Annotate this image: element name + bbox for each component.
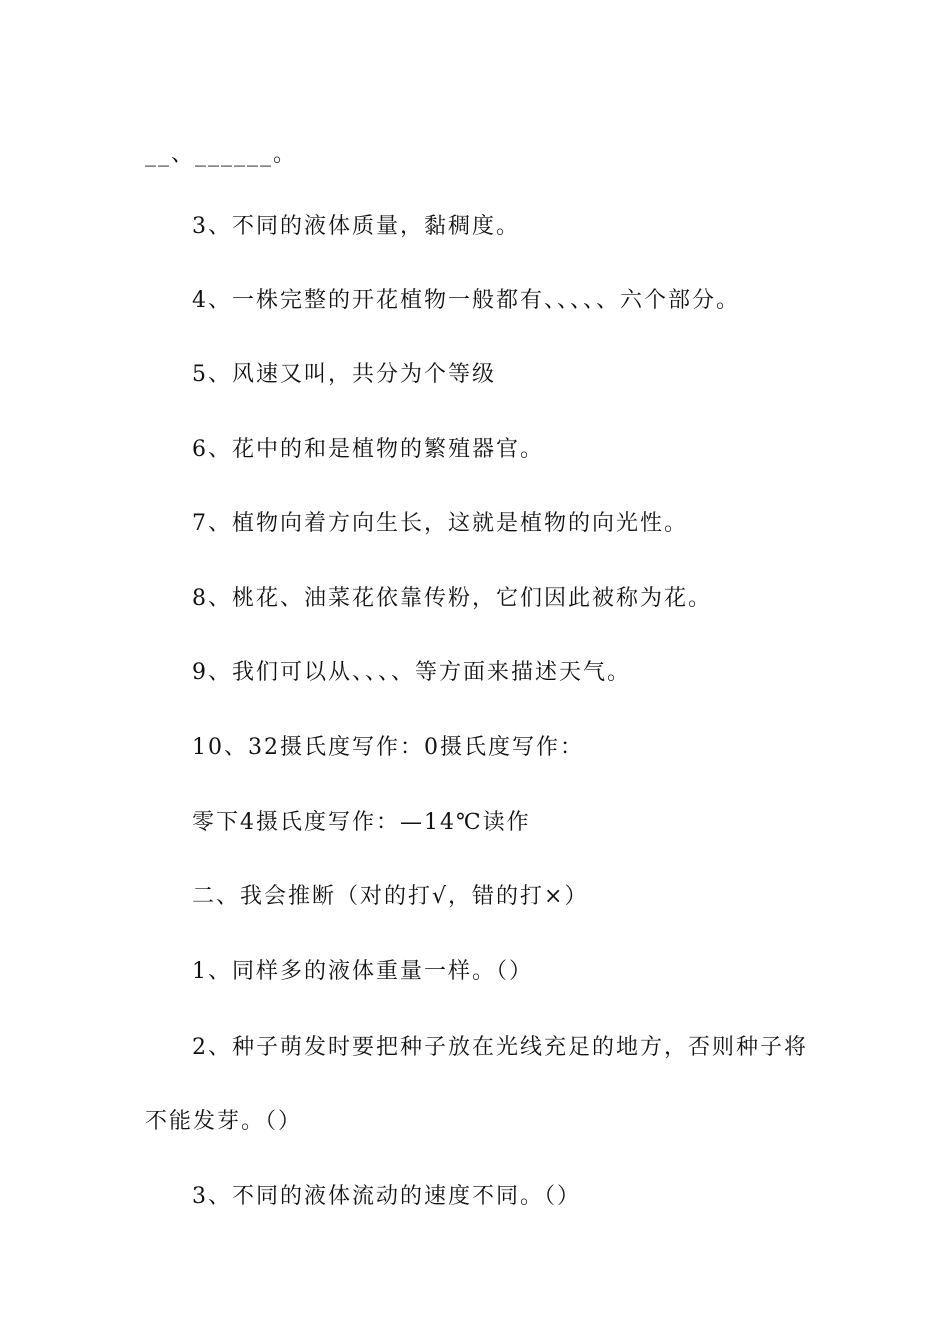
- text-line: 5、风速又叫，共分为个等级: [192, 362, 496, 387]
- text-line: 不能发芽。（）: [145, 1109, 303, 1134]
- text-line: 零下4摄氏度写作：—14℃读作: [192, 810, 531, 835]
- text-line: 1、同样多的液体重量一样。（）: [192, 959, 533, 984]
- text-line: 6、花中的和是植物的繁殖器官。: [192, 437, 544, 462]
- text-line: 8、桃花、油菜花依靠传粉，它们因此被称为花。: [192, 586, 712, 611]
- text-line: 10、32摄氏度写作：0摄氏度写作：: [192, 735, 584, 760]
- text-line: 3、不同的液体质量，黏稠度。: [192, 214, 520, 239]
- text-line: 9、我们可以从、、、、等方面来描述天气。: [192, 660, 631, 685]
- text-line: __、______。: [145, 142, 298, 167]
- text-line: 4、一株完整的开花植物一般都有、、、、、六个部分。: [192, 288, 740, 313]
- text-line: 2、种子萌发时要把种子放在光线充足的地方，否则种子将: [192, 1035, 808, 1060]
- section-heading: 二、我会推断（对的打√，错的打×）: [192, 884, 589, 909]
- text-line: 3、不同的液体流动的速度不同。（）: [192, 1184, 581, 1209]
- text-line: 7、植物向着方向生长，这就是植物的向光性。: [192, 511, 688, 536]
